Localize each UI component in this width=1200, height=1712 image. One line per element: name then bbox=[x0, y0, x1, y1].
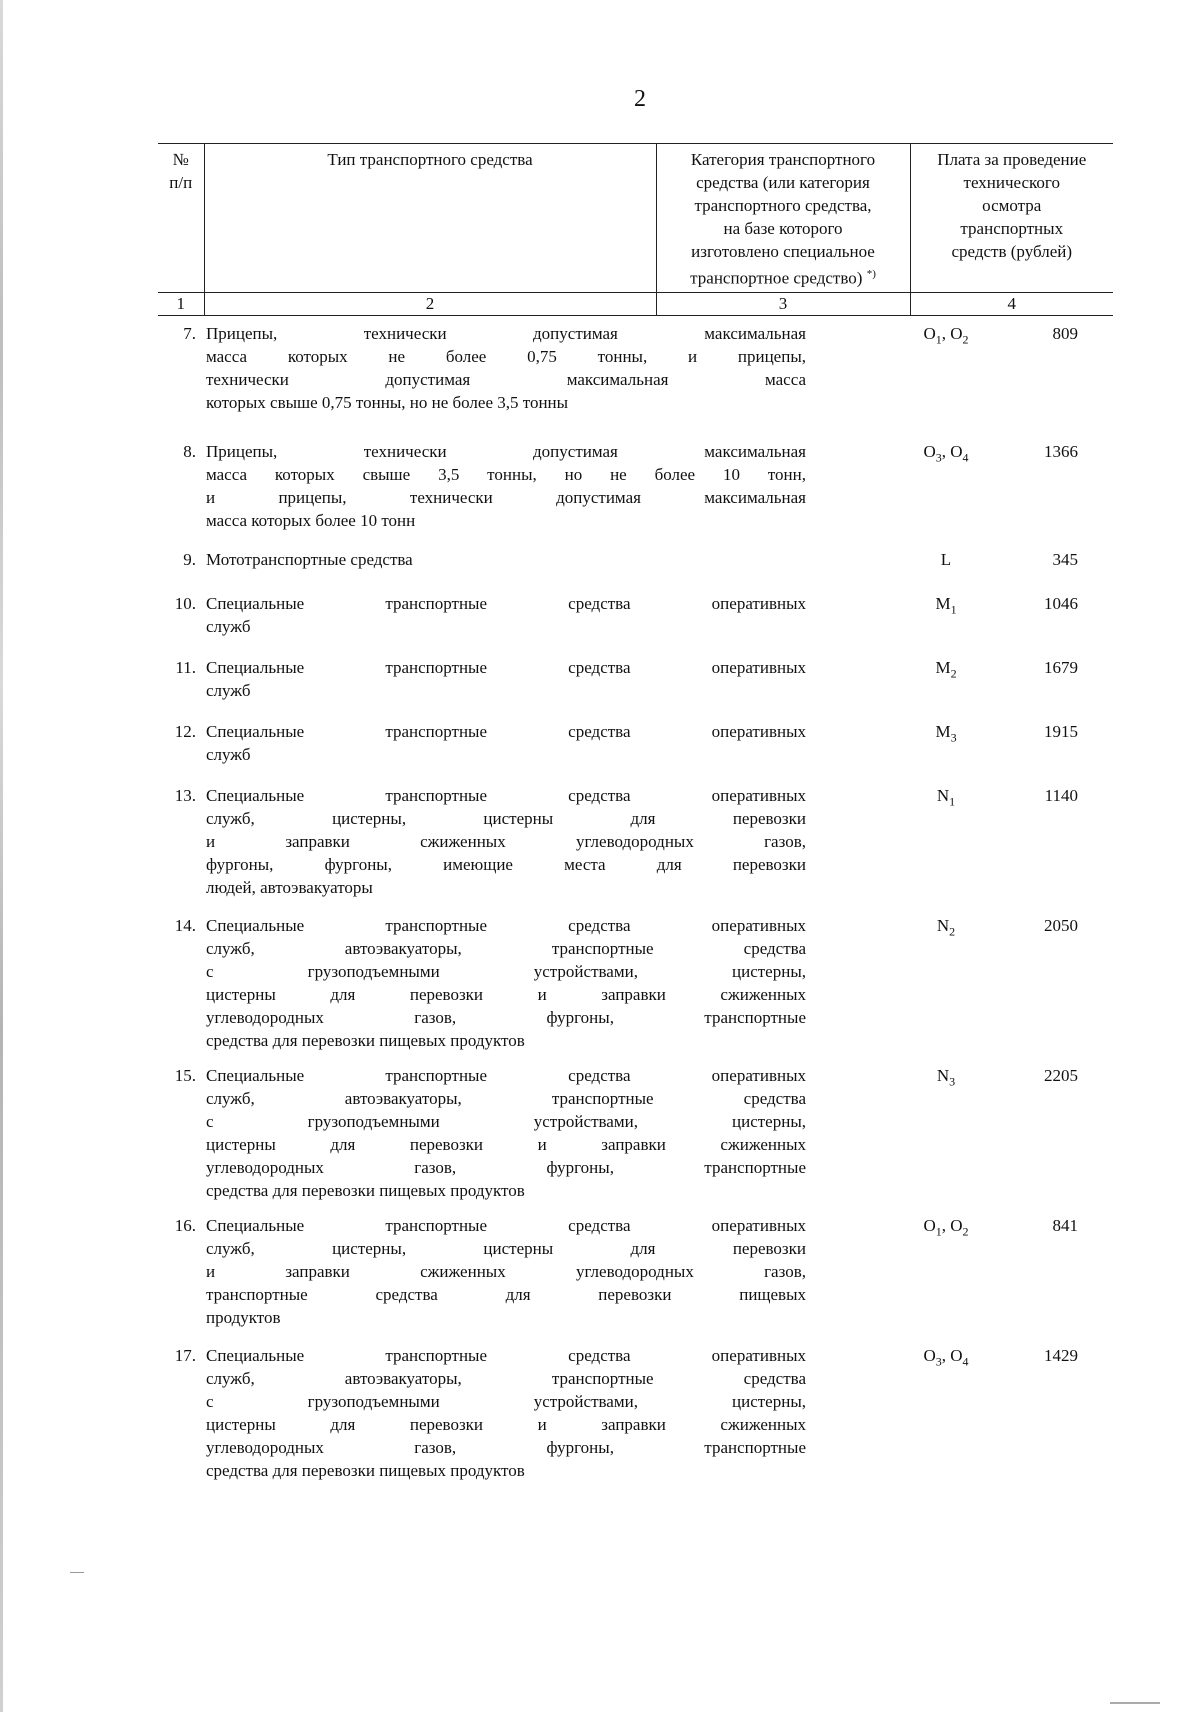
vehicle-type-line: и заправки сжиженных углеводородных газов, bbox=[206, 1262, 806, 1281]
vehicle-type-line: служб bbox=[206, 681, 251, 700]
vehicle-type-line: и заправки сжиженных углеводородных газов, bbox=[206, 832, 806, 851]
vehicle-type-line: масса которых не более 0,75 тонны, и прицепы, bbox=[206, 347, 806, 366]
inspection-fee: 1429 bbox=[1044, 1346, 1078, 1365]
vehicle-type-line: Специальные транспортные средства оперативных bbox=[206, 1066, 806, 1085]
footnote-mark: *) bbox=[866, 268, 876, 280]
vehicle-category: $O_3$, $O_4$ bbox=[923, 1346, 969, 1369]
column-number-3: 3 bbox=[656, 292, 910, 315]
header-col-category: Категория транспортного средства (или категория транспортного средства, на базе которого изготовлено специальное транспортное средство) *) bbox=[656, 144, 910, 293]
vehicle-type-line: Специальные транспортные средства оперативных bbox=[206, 594, 806, 613]
row-number: 9. bbox=[183, 550, 196, 569]
inspection-fee: 2050 bbox=[1044, 916, 1078, 935]
vehicle-type-line: людей, автоэвакуаторы bbox=[206, 878, 373, 897]
scan-left-edge bbox=[0, 0, 3, 1712]
row-number: 15. bbox=[174, 1066, 196, 1085]
row-number: 10. bbox=[174, 594, 196, 613]
vehicle-category: $N_1$ bbox=[936, 786, 956, 809]
vehicle-category: $M_2$ bbox=[935, 658, 957, 681]
vehicle-type-line: цистерны для перевозки и заправки сжиженных bbox=[206, 1135, 806, 1154]
inspection-fee: 809 bbox=[1052, 324, 1078, 343]
scan-artifact bbox=[1110, 1702, 1160, 1704]
vehicle-category: $O_1$, $O_2$ bbox=[923, 1216, 969, 1239]
vehicle-category: $N_2$ bbox=[936, 916, 956, 939]
row-number: 14. bbox=[174, 916, 196, 935]
vehicle-type-line: средства для перевозки пищевых продуктов bbox=[206, 1031, 525, 1050]
vehicle-type-line: технически допустимая максимальная масса bbox=[206, 370, 806, 389]
vehicle-category: $M_3$ bbox=[935, 722, 957, 745]
vehicle-type-line: средства для перевозки пищевых продуктов bbox=[206, 1461, 525, 1480]
vehicle-type-line: цистерны для перевозки и заправки сжиженных bbox=[206, 985, 806, 1004]
vehicle-type-line: с грузоподъемными устройствами, цистерны, bbox=[206, 1112, 806, 1131]
vehicle-type-line: Специальные транспортные средства оперативных bbox=[206, 722, 806, 741]
inspection-fee: 2205 bbox=[1044, 1066, 1078, 1085]
vehicle-type-line: и прицепы, технически допустимая максимальная bbox=[206, 488, 806, 507]
vehicle-type-line: служб bbox=[206, 745, 251, 764]
vehicle-type-line: которых свыше 0,75 тонны, но не более 3,5 тонны bbox=[206, 393, 569, 412]
vehicle-type-line: транспортные средства для перевозки пищевых bbox=[206, 1285, 806, 1304]
inspection-fee: 1679 bbox=[1044, 658, 1078, 677]
vehicle-type-line: с грузоподъемными устройствами, цистерны, bbox=[206, 962, 806, 981]
column-number-1: 1 bbox=[158, 292, 204, 315]
header-col-fee: Плата за проведение технического осмотра транспортных средств (рублей) bbox=[910, 144, 1113, 293]
vehicle-type-line: масса которых свыше 3,5 тонны, но не более 10 тонн, bbox=[206, 465, 806, 484]
vehicle-type-line: служб, автоэвакуаторы, транспортные средства bbox=[206, 1369, 806, 1388]
vehicle-type-line: продуктов bbox=[206, 1308, 281, 1327]
inspection-fee: 841 bbox=[1052, 1216, 1078, 1235]
vehicle-type-line: Мототранспортные средства bbox=[206, 550, 413, 569]
vehicle-category: $N_3$ bbox=[936, 1066, 956, 1089]
inspection-fee: 1140 bbox=[1044, 786, 1078, 805]
vehicle-type-line: цистерны для перевозки и заправки сжиженных bbox=[206, 1415, 806, 1434]
row-number: 8. bbox=[183, 442, 196, 461]
vehicle-type-line: Специальные транспортные средства оперативных bbox=[206, 916, 806, 935]
vehicle-type-line: служб, автоэвакуаторы, транспортные средства bbox=[206, 939, 806, 958]
scan-artifact bbox=[70, 1572, 84, 1573]
vehicle-type-line: масса которых более 10 тонн bbox=[206, 511, 416, 530]
vehicle-type-line: фургоны, фургоны, имеющие места для перевозки bbox=[206, 855, 806, 874]
vehicle-category: $O_3$, $O_4$ bbox=[923, 442, 969, 465]
header-col-type: Тип транспортного средства bbox=[204, 144, 656, 293]
vehicle-type-line: служб, цистерны, цистерны для перевозки bbox=[206, 809, 806, 828]
vehicle-type-line: Специальные транспортные средства оперативных bbox=[206, 1216, 806, 1235]
vehicle-type-line: служб bbox=[206, 617, 251, 636]
column-number-4: 4 bbox=[910, 292, 1113, 315]
inspection-fee: 1366 bbox=[1044, 442, 1078, 461]
header-col-number: № п/п bbox=[158, 144, 204, 293]
vehicle-type-line: Специальные транспортные средства оперативных bbox=[206, 658, 806, 677]
inspection-fee: 1915 bbox=[1044, 722, 1078, 741]
vehicle-type-line: Специальные транспортные средства оперативных bbox=[206, 786, 806, 805]
vehicle-type-line: Прицепы, технически допустимая максимальная bbox=[206, 442, 806, 461]
inspection-fee: 345 bbox=[1052, 550, 1078, 569]
row-number: 12. bbox=[174, 722, 196, 741]
vehicle-category: L bbox=[940, 550, 952, 569]
row-number: 13. bbox=[174, 786, 196, 805]
vehicle-type-line: служб, автоэвакуаторы, транспортные средства bbox=[206, 1089, 806, 1108]
vehicle-type-line: углеводородных газов, фургоны, транспортные bbox=[206, 1158, 806, 1177]
column-number-2: 2 bbox=[204, 292, 656, 315]
page-number: 2 bbox=[634, 86, 646, 112]
inspection-fee: 1046 bbox=[1044, 594, 1078, 613]
row-number: 17. bbox=[174, 1346, 196, 1365]
vehicle-category: $O_1$, $O_2$ bbox=[923, 324, 969, 347]
vehicle-type-line: Специальные транспортные средства оперативных bbox=[206, 1346, 806, 1365]
vehicle-type-line: Прицепы, технически допустимая максимальная bbox=[206, 324, 806, 343]
row-number: 7. bbox=[183, 324, 196, 343]
row-number: 16. bbox=[174, 1216, 196, 1235]
fee-table-header bbox=[158, 143, 1113, 316]
vehicle-type-line: углеводородных газов, фургоны, транспортные bbox=[206, 1438, 806, 1457]
vehicle-type-line: с грузоподъемными устройствами, цистерны, bbox=[206, 1392, 806, 1411]
vehicle-type-line: служб, цистерны, цистерны для перевозки bbox=[206, 1239, 806, 1258]
row-number: 11. bbox=[175, 658, 196, 677]
vehicle-type-line: средства для перевозки пищевых продуктов bbox=[206, 1181, 525, 1200]
vehicle-type-line: углеводородных газов, фургоны, транспортные bbox=[206, 1008, 806, 1027]
vehicle-category: $M_1$ bbox=[935, 594, 957, 617]
